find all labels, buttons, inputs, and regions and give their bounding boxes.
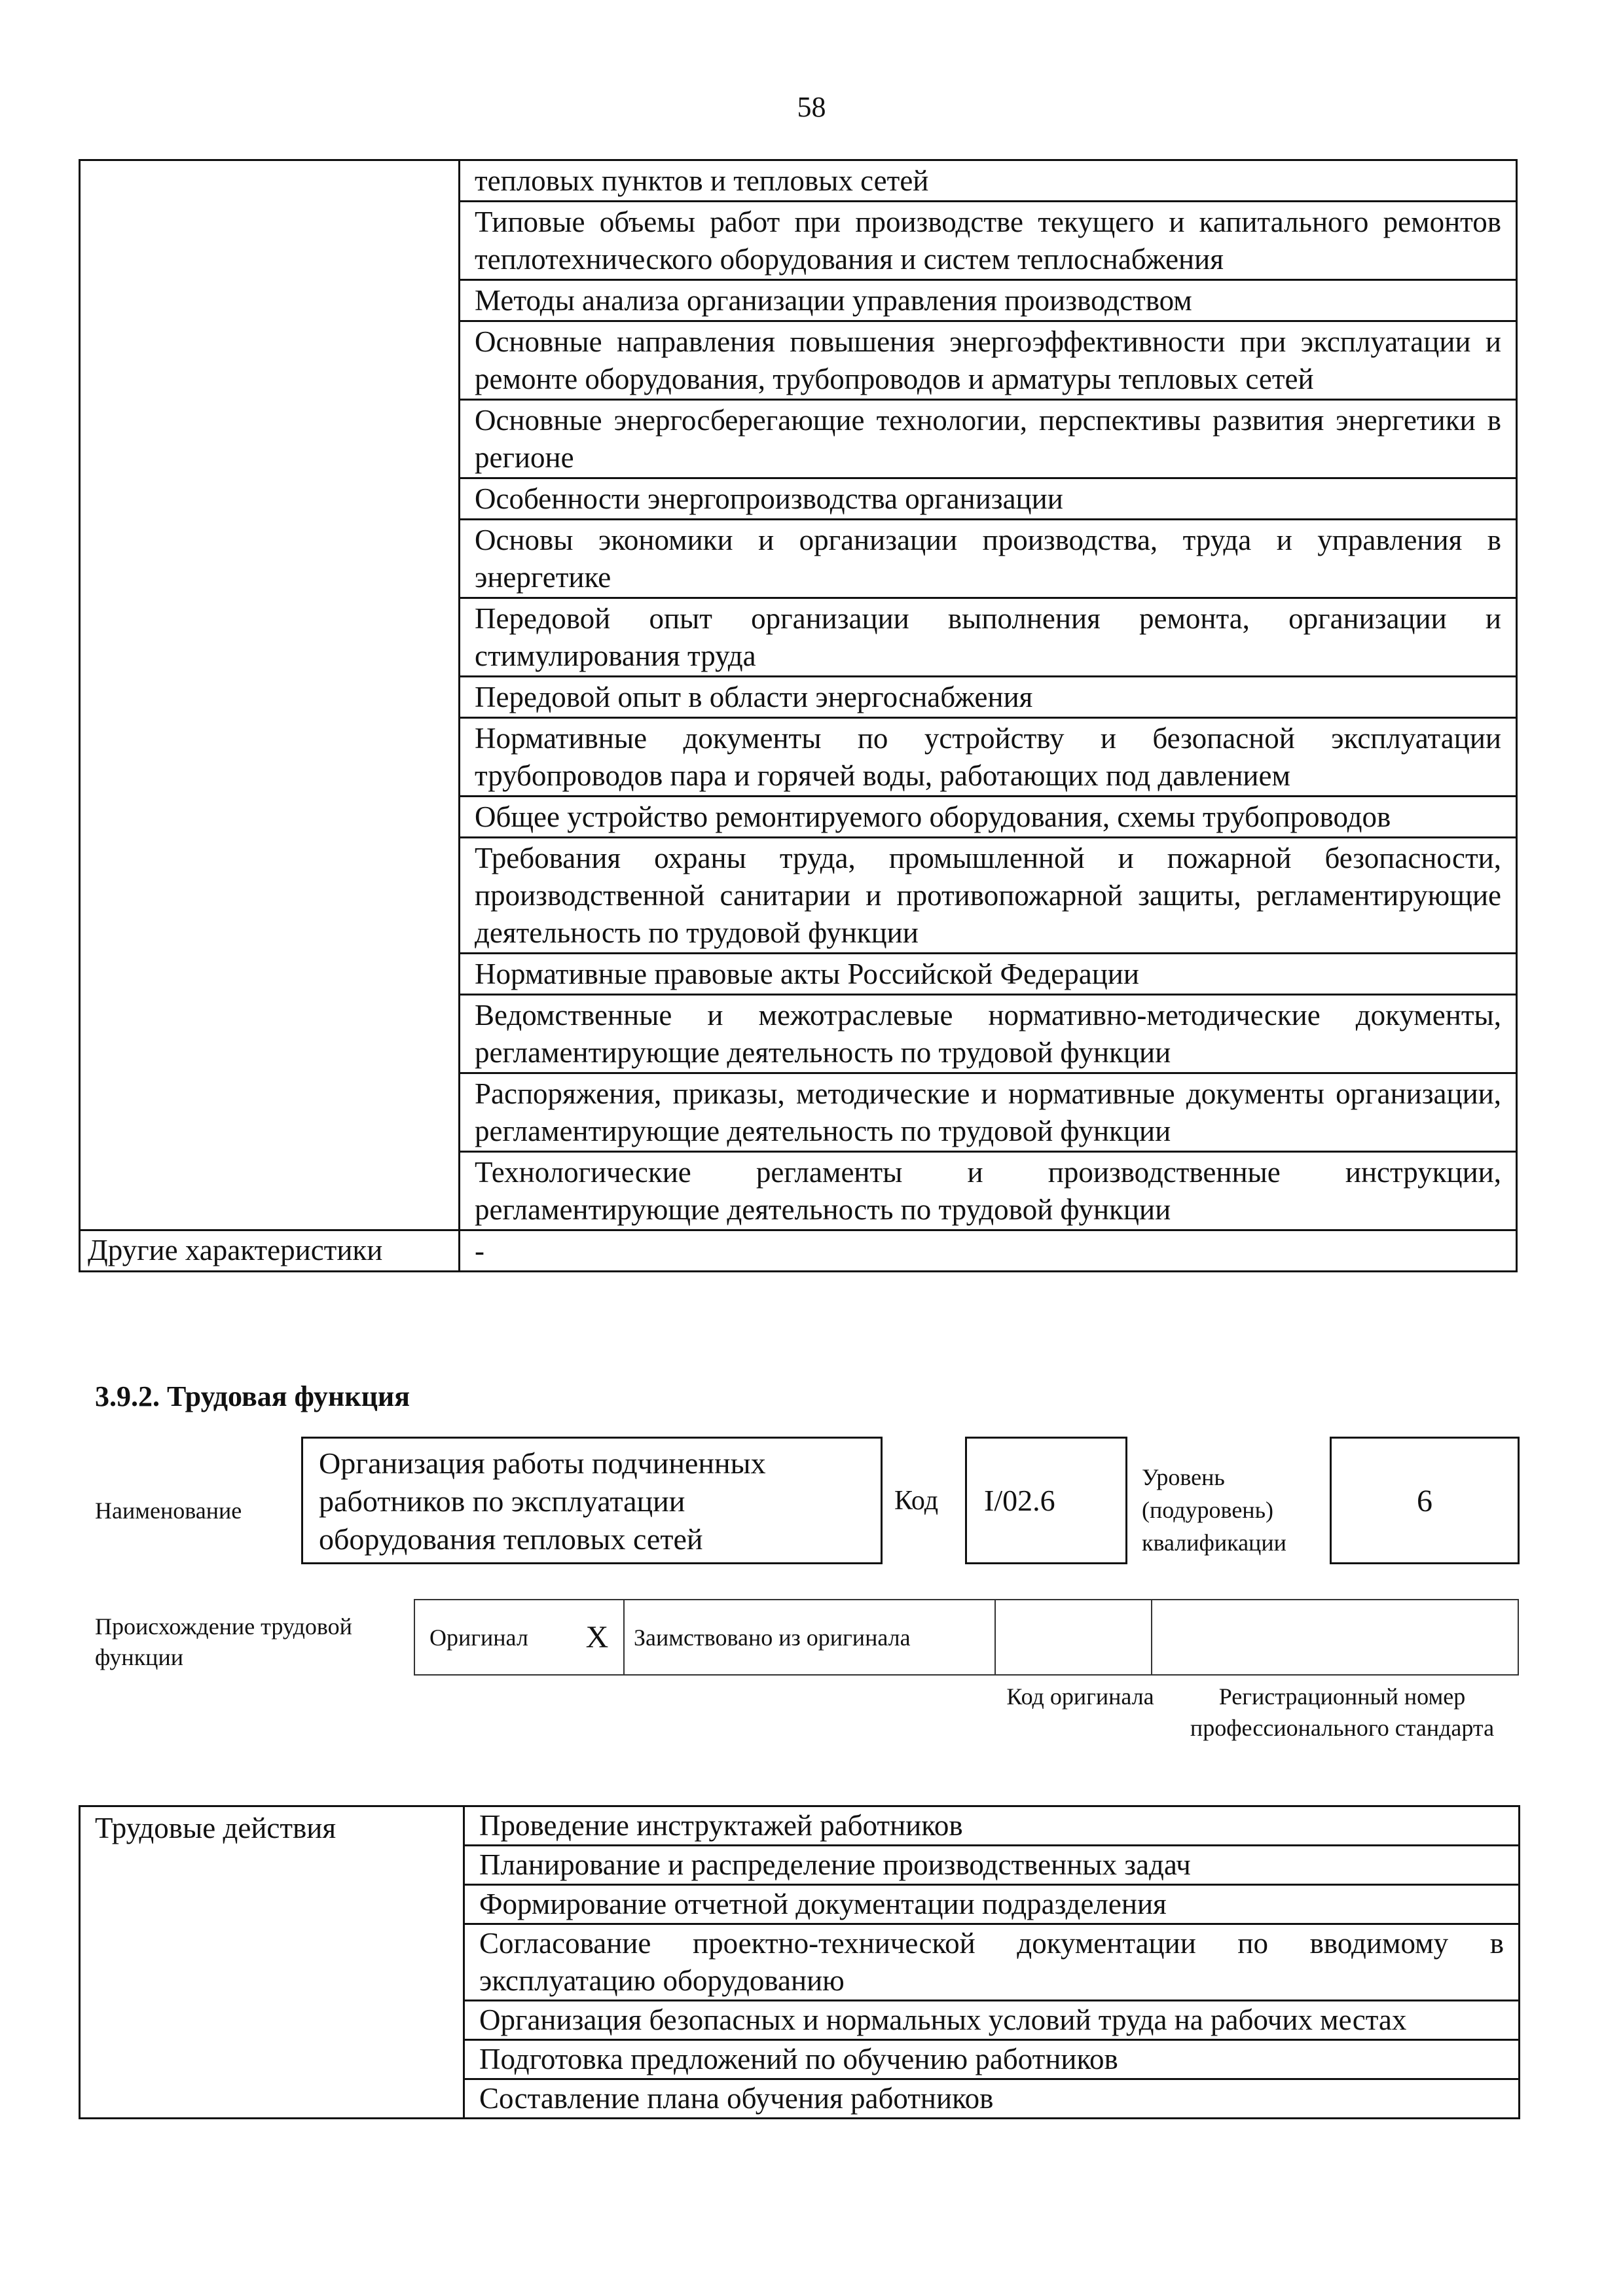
table-cell: Проведение инструктажей работников bbox=[464, 1806, 1520, 1846]
table-cell: Нормативные документы по устройству и безопасной эксплуатации трубопроводов пара и горячей воды, работающих под давлением bbox=[460, 718, 1517, 797]
name-label: Наименование bbox=[95, 1498, 242, 1524]
function-name-box: Организация работы подчиненных работников по эксплуатации оборудования тепловых сетей bbox=[301, 1437, 883, 1564]
table-row bbox=[80, 1806, 1520, 1846]
registration-number-cell bbox=[1152, 1600, 1518, 1675]
page-number: 58 bbox=[797, 91, 826, 123]
table-row bbox=[80, 1230, 1517, 1272]
origin-table bbox=[414, 1599, 1519, 1676]
table-cell: Общее устройство ремонтируемого оборудования, схемы трубопроводов bbox=[460, 797, 1517, 838]
table-cell: Требования охраны труда, промышленной и пожарной безопасности, производственной санитарии и противопожарной защиты, регламентирующие деятельность по трудовой функции bbox=[460, 838, 1517, 954]
code-label: Код bbox=[894, 1486, 939, 1516]
table-cell: Организация безопасных и нормальных условий труда на рабочих местах bbox=[464, 2001, 1520, 2040]
table-cell: Нормативные правовые акты Российской Федерации bbox=[460, 954, 1517, 995]
empty-label-cell bbox=[80, 160, 460, 1230]
origin-label: Происхождение трудовой функции bbox=[95, 1613, 352, 1670]
code-original-label: Код оригинала bbox=[1006, 1683, 1154, 1710]
table-cell: Подготовка предложений по обучению работников bbox=[464, 2040, 1520, 2079]
other-characteristics-label bbox=[80, 1230, 460, 1272]
table-cell: Основы экономики и организации производства, труда и управления в энергетике bbox=[460, 520, 1517, 598]
section-heading: 3.9.2. Трудовая функция bbox=[95, 1380, 410, 1412]
table-cell: Составление плана обучения работников bbox=[464, 2079, 1520, 2119]
knowledge-table bbox=[79, 159, 1518, 1272]
table-cell: Основные направления повышения энергоэффективности при эксплуатации и ремонте оборудования, трубопроводов и арматуры тепловых сетей bbox=[460, 321, 1517, 400]
table-row bbox=[414, 1600, 1518, 1675]
table-cell: Распоряжения, приказы, методические и нормативные документы организации, регламентирующие деятельность по трудовой функции bbox=[460, 1073, 1517, 1152]
table-cell: Методы анализа организации управления производством bbox=[460, 280, 1517, 321]
table-cell: Согласование проектно-технической документации по вводимому в эксплуатацию оборудованию bbox=[464, 1924, 1520, 2001]
original-mark-cell: X bbox=[571, 1600, 624, 1675]
borrowed-label-cell: Заимствовано из оригинала bbox=[624, 1600, 995, 1675]
table-cell: Ведомственные и межотраслевые нормативно-методические документы, регламентирующие деятельность по трудовой функции bbox=[460, 995, 1517, 1073]
table-cell: Основные энергосберегающие технологии, перспективы развития энергетики в регионе bbox=[460, 400, 1517, 478]
labor-actions-label: Трудовые действия bbox=[80, 1806, 464, 2119]
table-cell: Передовой опыт организации выполнения ремонта, организации и стимулирования труда bbox=[460, 598, 1517, 677]
table-cell: Формирование отчетной документации подразделения bbox=[464, 1885, 1520, 1924]
labor-actions-table bbox=[79, 1805, 1520, 2119]
table-cell: Типовые объемы работ при производстве текущего и капитального ремонтов теплотехнического оборудования и систем теплоснабжения bbox=[460, 202, 1517, 280]
level-label: Уровень (подуровень) квалификации bbox=[1142, 1464, 1286, 1556]
code-value-box: I/02.6 bbox=[965, 1437, 1127, 1564]
other-characteristics-text: Другие характеристики bbox=[88, 1234, 383, 1266]
table-cell: Передовой опыт в области энергоснабжения bbox=[460, 677, 1517, 718]
table-cell: Технологические регламенты и производственные инструкции, регламентирующие деятельность по трудовой функции bbox=[460, 1152, 1517, 1230]
level-value-box: 6 bbox=[1330, 1437, 1520, 1564]
original-label-cell: Оригинал bbox=[414, 1600, 571, 1675]
table-cell: Особенности энергопроизводства организации bbox=[460, 478, 1517, 520]
table-row bbox=[80, 160, 1517, 202]
original-code-cell bbox=[995, 1600, 1152, 1675]
table-cell: Планирование и распределение производственных задач bbox=[464, 1846, 1520, 1885]
registration-number-label: Регистрационный номер профессионального стандарта bbox=[1190, 1683, 1495, 1741]
table-cell: тепловых пунктов и тепловых сетей bbox=[460, 160, 1517, 202]
other-characteristics-value: - bbox=[460, 1230, 1517, 1272]
